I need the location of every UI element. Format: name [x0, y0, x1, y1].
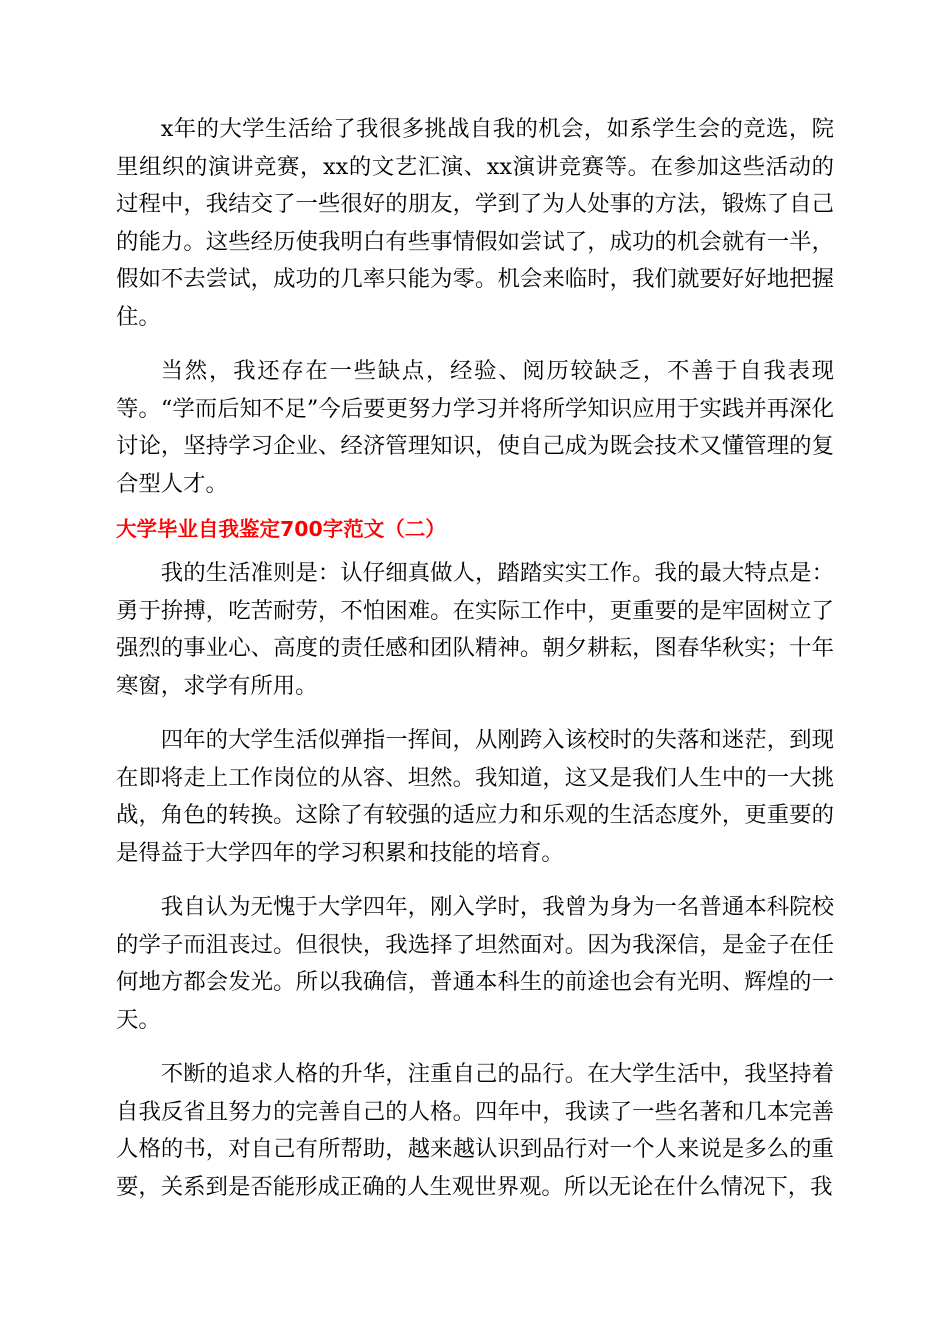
paragraph-life-principles: 我的生活准则是：认仔细真做人，踏踏实实工作。我的最大特点是：勇于拚搏，吃苦耐劳，不怕困难。在实际工作中，更重要的是牢固树立了强烈的事业心、高度的责任感和团队精神。朝夕耕耘，图春华秋实；十年寒窗，求学有所用。	[116, 560, 834, 699]
paragraph-spacer	[116, 1039, 834, 1056]
paragraph-challenges: x年的大学生活给了我很多挑战自我的机会，如系学生会的竞选，院里组织的演讲竞赛，xx的文艺汇演、xx演讲竞赛等。在参加这些活动的过程中，我结交了一些很好的朋友，学到了为人处事的方法，锻炼了自己的能力。这些经历使我明白有些事情假如尝试了，成功的机会就有一半，假如不去尝试，成功的几率只能为零。机会来临时，我们就要好好地把握住。	[116, 116, 834, 330]
paragraph-self-assessment: 我自认为无愧于大学四年，刚入学时，我曾为身为一名普通本科院校的学子而沮丧过。但很快，我选择了坦然面对。因为我深信，是金子在任何地方都会发光。所以我确信，普通本科生的前途也会有光明、辉煌的一天。	[116, 894, 834, 1033]
paragraph-shortcomings: 当然，我还存在一些缺点，经验、阅历较缺乏，不善于自我表现等。“学而后知不足”今后要更努力学习并将所学知识应用于实践并再深化讨论，坚持学习企业、经济管理知识，使自己成为既会技术又懂管理的复合型人才。	[116, 358, 834, 497]
section-heading: 大学毕业自我鉴定700字范文（二）	[116, 517, 446, 541]
paragraph-spacer	[116, 705, 834, 722]
document-body	[116, 111, 834, 1206]
paragraph-four-years: 四年的大学生活似弹指一挥间，从刚跨入该校时的失落和迷茫，到现在即将走上工作岗位的从容、坦然。我知道，这又是我们人生中的一大挑战，角色的转换。这除了有较强的适应力和乐观的生活态度外，更重要的是得益于大学四年的学习积累和技能的培育。	[116, 727, 834, 866]
paragraph-spacer	[116, 336, 834, 353]
paragraph-spacer	[116, 872, 834, 889]
paragraph-character: 不断的追求人格的升华，注重自己的品行。在大学生活中，我坚持着自我反省且努力的完善自己的人格。四年中，我读了一些名著和几本完善人格的书，对自己有所帮助，越来越认识到品行对一个人来说是多么的重要，关系到是否能形成正确的人生观世界观。所以无论在什么情况下，我	[116, 1061, 834, 1200]
